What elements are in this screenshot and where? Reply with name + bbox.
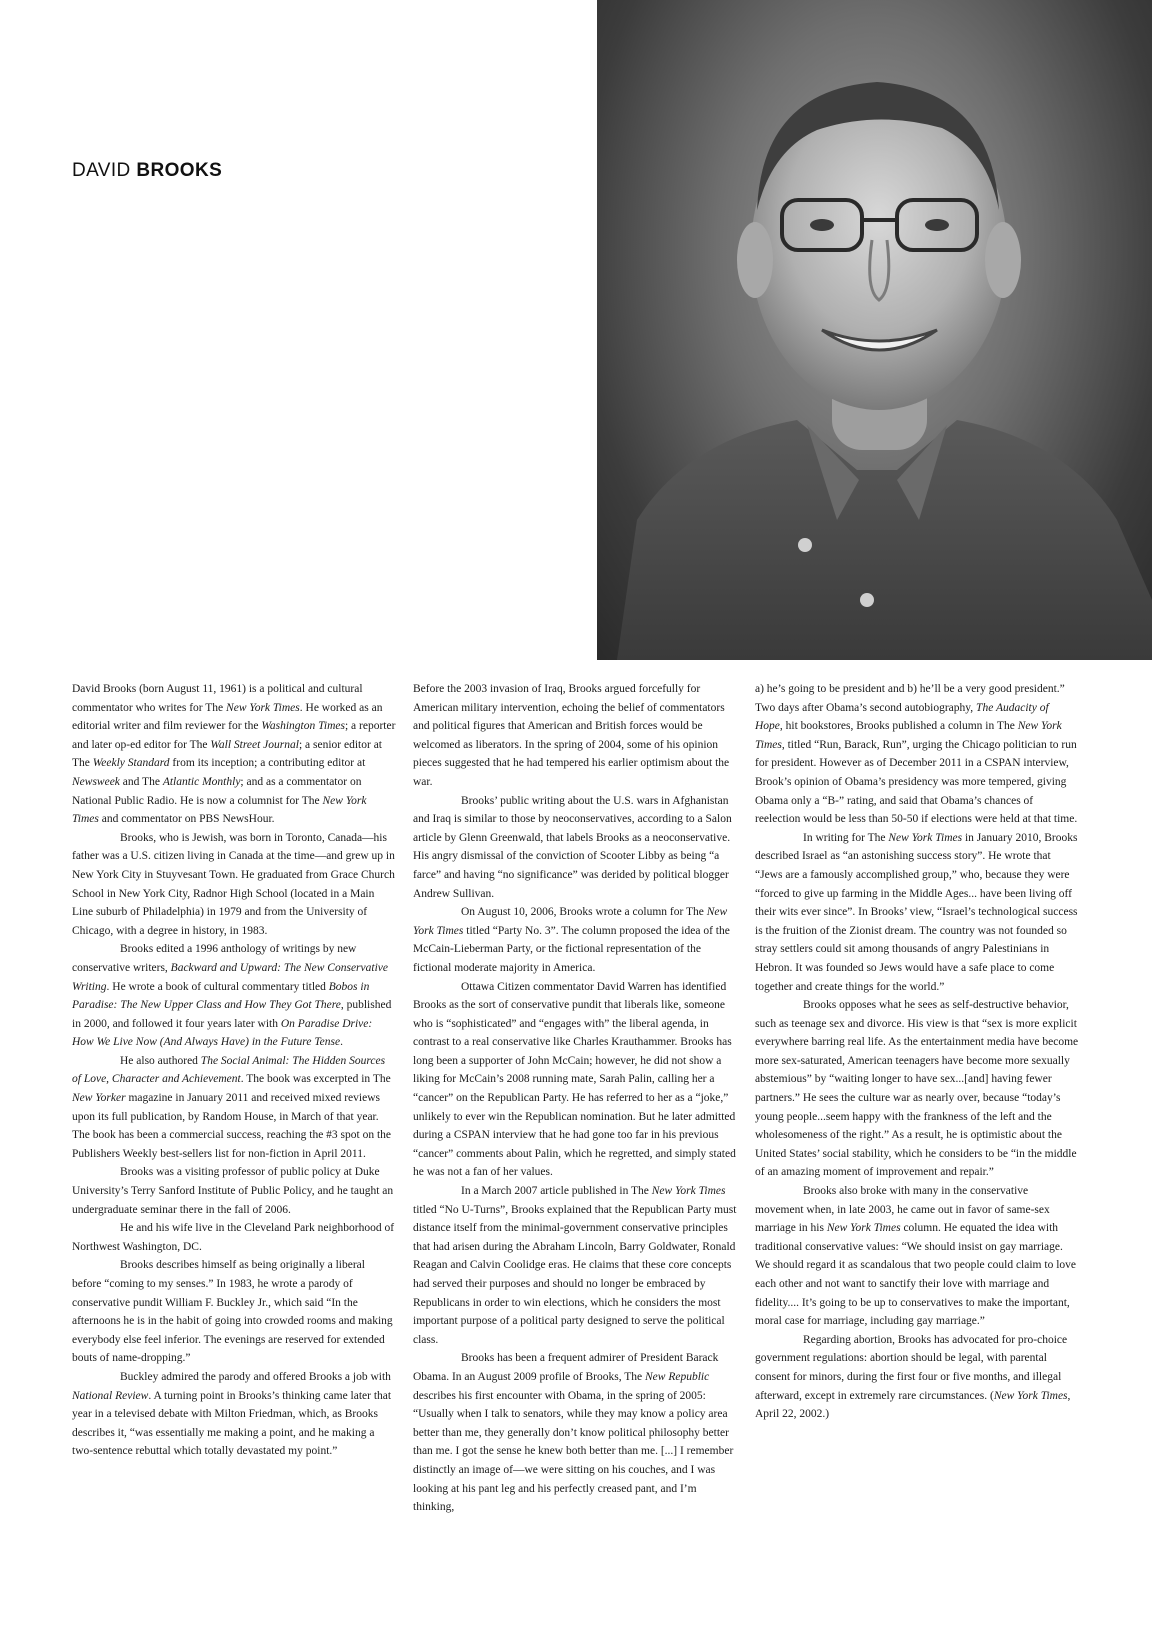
text-run: titled “Party No. 3”. The column proposed the idea of the McCain-Lieberman Party, or the fictional representation of the fictional moderate majority in America.	[413, 924, 730, 974]
text-run: Brooks describes himself as being originally a liberal before “coming to my senses.” In 1983, he wrote a parody of conservative pundit William F. Buckley Jr., which said “In the afternoons he is in the habit of going into crowded rooms and making everybody else feel inferior. The evenings are reserved for extended bouts of name-dropping.”	[72, 1259, 393, 1365]
text-run: a) he’s going to be president and b) he’ll be a very good president.” Two days after Obama’s second autobiography,	[755, 683, 1065, 714]
italic-title: Atlantic Monthly	[162, 775, 241, 788]
italic-title: New York Times	[755, 720, 1062, 751]
italic-title: New York Times	[888, 831, 963, 844]
paragraph	[755, 680, 1079, 829]
paragraph	[72, 1256, 396, 1368]
paragraph	[72, 829, 396, 941]
italic-title: Wall Street Journal	[210, 738, 299, 751]
paragraph	[72, 1163, 396, 1219]
text-run: . The book was excerpted in The	[240, 1073, 391, 1086]
italic-title: New York Times	[993, 1389, 1068, 1402]
text-run: . He worked as an editorial writer and film reviewer for the	[72, 701, 383, 733]
italic-title: Weekly Standard	[92, 757, 170, 770]
text-run: In writing for The	[803, 831, 889, 844]
paragraph	[413, 680, 737, 792]
italic-title: New York Times	[413, 906, 728, 937]
first-name: DAVID	[72, 160, 131, 181]
paragraph	[755, 996, 1079, 1182]
last-name: BROOKS	[136, 160, 223, 181]
text-run: Regarding abortion, Brooks has advocated for pro-choice government regulations: abortion should be legal, with parental consent for minors, during the first four or five months, and illegal afterward, except in extremely rare circumstances. (	[755, 1333, 1068, 1402]
text-run: ; a senior editor at The	[72, 738, 382, 770]
paragraph	[72, 940, 396, 1052]
italic-title: Backward and Upward: The New Conservative Writing	[72, 961, 388, 993]
text-run: Brooks opposes what he sees as self-destructive behavior, such as teenage sex and divorce. His view is that “sex is more explicit everywhere barring real life. As the entertainment media have become more sex-saturated, American teenagers have become more sexually abstemious” by “waiting longer to have sex...[and] having fewer partners.” He sees the culture war as nearly over, because “today’s young people...seem happy with the frankness of the left and the wholesomeness of the right.” As a result, he is optimistic about the United States’ social stability, which he considers to be “in the middle of an amazing moment of improvement and repair.”	[755, 999, 1079, 1179]
text-run: in January 2010, Brooks described Israel as “an astonishing success story”. He wrote that “Jews are a famously accomplished group,” who, because they were “forced to give up farming in the Middle Ages... have been living off their wits ever since”. In Brooks’ view, “Israel’s technological success is the fruition of the Zionist dream. The country was not founded so stray settlers could sit among thousands of angry Palestinians in Hebron. It was founded so Jews would have a safe place to come together and create things for the world.”	[755, 831, 1078, 993]
text-run: ; a reporter and later op-ed editor for The	[72, 720, 396, 751]
text-run: Brooks edited a 1996 anthology of writings by new conservative writers,	[72, 943, 357, 974]
text-run: He and his wife live in the Cleveland Park neighborhood of Northwest Washington, DC.	[72, 1222, 395, 1253]
paragraph	[413, 978, 737, 1183]
text-run: column. He equated the idea with traditional conservative values: “We should insist on gay marriage. We should regard it as scandalous that two people could claim to love each other and not want to sanctify their love with marriage and fidelity.... It’s going to be up to conservatives to make the important, moral case for marriage, including gay marriage.”	[755, 1222, 1076, 1328]
italic-title: On Paradise Drive: How We Live Now (And Always Have) in the Future Tense	[72, 1017, 373, 1049]
text-column-1	[72, 680, 396, 1461]
text-run: Brooks has been a frequent admirer of President Barack Obama. In an August 2009 profile of Brooks, The	[413, 1352, 719, 1383]
text-run: titled “No U-Turns”, Brooks explained that the Republican Party must distance itself from the minimal-government conservative principles that had arisen during the Abraham Lincoln, Barry Goldwater, Ronald Reagan and Calvin Coolidge eras. He claims that these core concepts had served their purposes and should no longer be embraced by Republicans in order to win elections, which he considers the most important purpose of a political party designed to serve the political class.	[413, 1203, 737, 1346]
text-run: Buckley admired the parody and offered Brooks a job with	[120, 1370, 391, 1383]
text-run: , published in 2000, and followed it four years later with	[72, 999, 392, 1030]
text-run: .	[340, 1036, 343, 1049]
paragraph	[72, 1052, 396, 1164]
page-title	[72, 160, 222, 182]
italic-title: New York Times	[826, 1222, 901, 1235]
italic-title: Bobos in Paradise: The New Upper Class and How They Got There	[72, 980, 370, 1012]
text-column-2	[413, 680, 737, 1517]
text-run: Brooks’ public writing about the U.S. wars in Afghanistan and Iraq is similar to those by neoconservatives, according to a Salon article by Glenn Greenwald, that labels Brooks as a neoconservative. His angry dismissal of the conviction of Scooter Libby as being “a farce” and having “no significance” was derided by political blogger Andrew Sullivan.	[413, 794, 732, 900]
italic-title: Newsweek	[72, 775, 120, 788]
text-run: . He wrote a book of cultural commentary titled	[106, 980, 329, 993]
text-run: Brooks was a visiting professor of public policy at Duke University’s Terry Sanford Institute of Public Policy, and he taught an undergraduate seminar there in the fall of 2006.	[72, 1166, 394, 1216]
paragraph	[72, 1219, 396, 1256]
paragraph	[755, 1182, 1079, 1331]
text-run: from its inception; a contributing editor at	[169, 757, 366, 770]
italic-title: New York Times	[226, 701, 300, 714]
text-run: describes his first encounter with Obama, in the spring of 2005: “Usually when I talk to senators, while they may know a policy area better than me, they generally don’t know political philosophy better than me. I got the sense he knew both better than me. [...] I remember distinctly an image of—we were sitting on his couches, and I was looking at his pant leg and his perfectly creased pant, and I’m thinking,	[413, 1389, 734, 1514]
paragraph	[72, 680, 396, 829]
italic-title: Washington Times	[261, 720, 345, 733]
text-run: David Brooks (born August 11, 1961) is a political and cultural commentator who writes for The	[72, 683, 363, 714]
text-run: On August 10, 2006, Brooks wrote a column for The	[461, 906, 707, 919]
text-run: Before the 2003 invasion of Iraq, Brooks argued forcefully for American military intervention, echoing the belief of commentators and political figures that American and British forces would be welcomed as liberators. In the spring of 2004, some of his opinion pieces suggested that he had tempered his earlier optimism about the war.	[413, 683, 730, 788]
italic-title: National Review	[72, 1389, 149, 1402]
portrait-photo	[597, 0, 1152, 660]
text-run: , titled “Run, Barack, Run”, urging the Chicago politician to run for president. However as of December 2011 in a CSPAN interview, Brook’s opinion of Obama’s presidency was more tempered, giving Obama only a “B-” rating, and said that Obama’s chances of reelection would be less than 50-50 if elections were held at that time.	[755, 738, 1078, 826]
text-run: Ottawa Citizen commentator David Warren has identified Brooks as the sort of conservative pundit that liberals like, someone who is “sophisticated” and “engages with” the liberal agenda, in contrast to a real conservative like Charles Krauthammer. Brooks has long been a supporter of John McCain; however, he did not show a liking for McCain’s 2008 running mate, Sarah Palin, calling her a “cancer” on the Republican Party. He has referred to her as a “joke,” unlikely to ever win the Republican nomination. But he later admitted during a CSPAN interview that he had gone too far in his previous “cancer” comments about Palin, which he regretted, and simply stated he was not a fan of her values.	[413, 980, 736, 1179]
portrait-illustration	[597, 0, 1152, 660]
text-run: , hit bookstores, Brooks published a column in The	[779, 720, 1018, 733]
text-run: Brooks, who is Jewish, was born in Toronto, Canada—his father was a U.S. citizen living in Canada at the time—and grew up in New York City in Stuyvesant Town. He graduated from Grace Church School in New York City, Radnor High School (located in a Main Line suburb of Philadelphia) in 1979 and from the University of Chicago, with a degree in history, in 1983.	[72, 831, 395, 937]
paragraph	[413, 903, 737, 977]
italic-title: New York Times	[651, 1185, 726, 1198]
text-run: magazine in January 2011 and received mixed reviews upon its full publication, by Random House, in March of that year. The book has been a commercial success, reaching the #3 spot on the Publishers Weekly best-sellers list for non-fiction in April 2011.	[72, 1092, 392, 1160]
italic-title: The Social Animal: The Hidden Sources of Love, Character and Achievement	[72, 1054, 386, 1086]
text-column-3	[755, 680, 1079, 1424]
text-run: . A turning point in Brooks’s thinking came later that year in a televised debate with Milton Friedman, which, as Brooks describes it, “was essentially me making a point, and he making a two-sentence rebuttal which totally devastated my point.”	[72, 1389, 392, 1458]
paragraph	[755, 1331, 1079, 1424]
text-run: In a March 2007 article published in The	[461, 1185, 652, 1198]
italic-title: The Audacity of Hope	[755, 701, 1049, 733]
text-run: , April 22, 2002.)	[755, 1389, 1071, 1421]
paragraph	[755, 829, 1079, 996]
text-run: ; and as a commentator on National Public Radio. He is now a columnist for The	[72, 775, 362, 807]
paragraph	[413, 1182, 737, 1349]
text-run: Brooks also broke with many in the conservative movement when, in late 2003, he came out in favor of same-sex marriage in his	[755, 1185, 1050, 1235]
italic-title: New Republic	[645, 1370, 710, 1383]
text-run: and The	[119, 775, 163, 788]
text-run: and commentator on PBS NewsHour.	[98, 813, 275, 826]
paragraph	[413, 792, 737, 904]
italic-title: New York Times	[72, 794, 367, 826]
italic-title: New Yorker	[72, 1092, 126, 1105]
paragraph	[413, 1349, 737, 1516]
paragraph	[72, 1368, 396, 1461]
text-run: He also authored	[120, 1054, 201, 1067]
